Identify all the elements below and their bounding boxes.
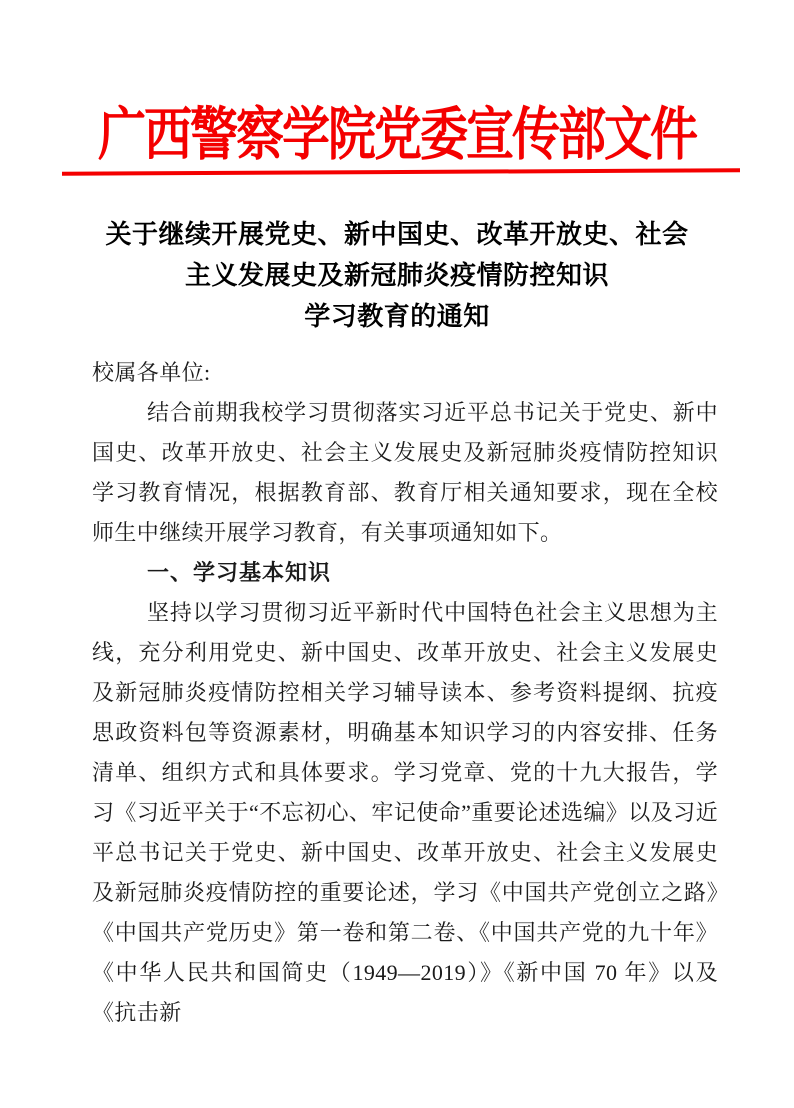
- letterhead-title: 广西警察学院党委宣传部文件: [97, 103, 696, 168]
- intro-paragraph: 结合前期我校学习贯彻落实习近平总书记关于党史、新中国史、改革开放史、社会主义发展史及新冠肺炎疫情防控知识学习教育情况，根据教育部、教育厅相关通知要求，现在全校师生中继续开展学习教育，有关事项通知如下。: [92, 400, 718, 545]
- red-divider-line: [62, 168, 740, 176]
- document-body: [92, 353, 718, 1033]
- section-paragraph: 坚持以学习贯彻习近平新时代中国特色社会主义思想为主线，充分利用党史、新中国史、改革开放史、社会主义发展史及新冠肺炎疫情防控相关学习辅导读本、参考资料提纲、抗疫思政资料包等资源素材，明确基本知识学习的内容安排、任务清单、组织方式和具体要求。学习党章、党的十九大报告，学习《习近平关于“不忘初心、牢记使命”重要论述选编》以及习近平总书记关于党史、新中国史、改革开放史、社会主义发展史及新冠肺炎疫情防控的重要论述，学习《中国共产党创立之路》《中国共产党历史》第一卷和第二卷、《中国共产党的九十年》《中华人民共和国简史（1949—2019）》《新中国 70 年》以及《抗击新: [92, 600, 718, 1025]
- document-title: [0, 214, 794, 337]
- section-heading: 一、学习基本知识: [147, 560, 332, 585]
- document-title-line-1: 关于继续开展党史、新中国史、改革开放史、社会: [105, 220, 689, 249]
- document-title-line-2: 主义发展史及新冠肺炎疫情防控知识: [184, 261, 609, 290]
- salutation: 校属各单位:: [92, 360, 211, 385]
- document-title-line-3: 学习教育的通知: [304, 302, 490, 331]
